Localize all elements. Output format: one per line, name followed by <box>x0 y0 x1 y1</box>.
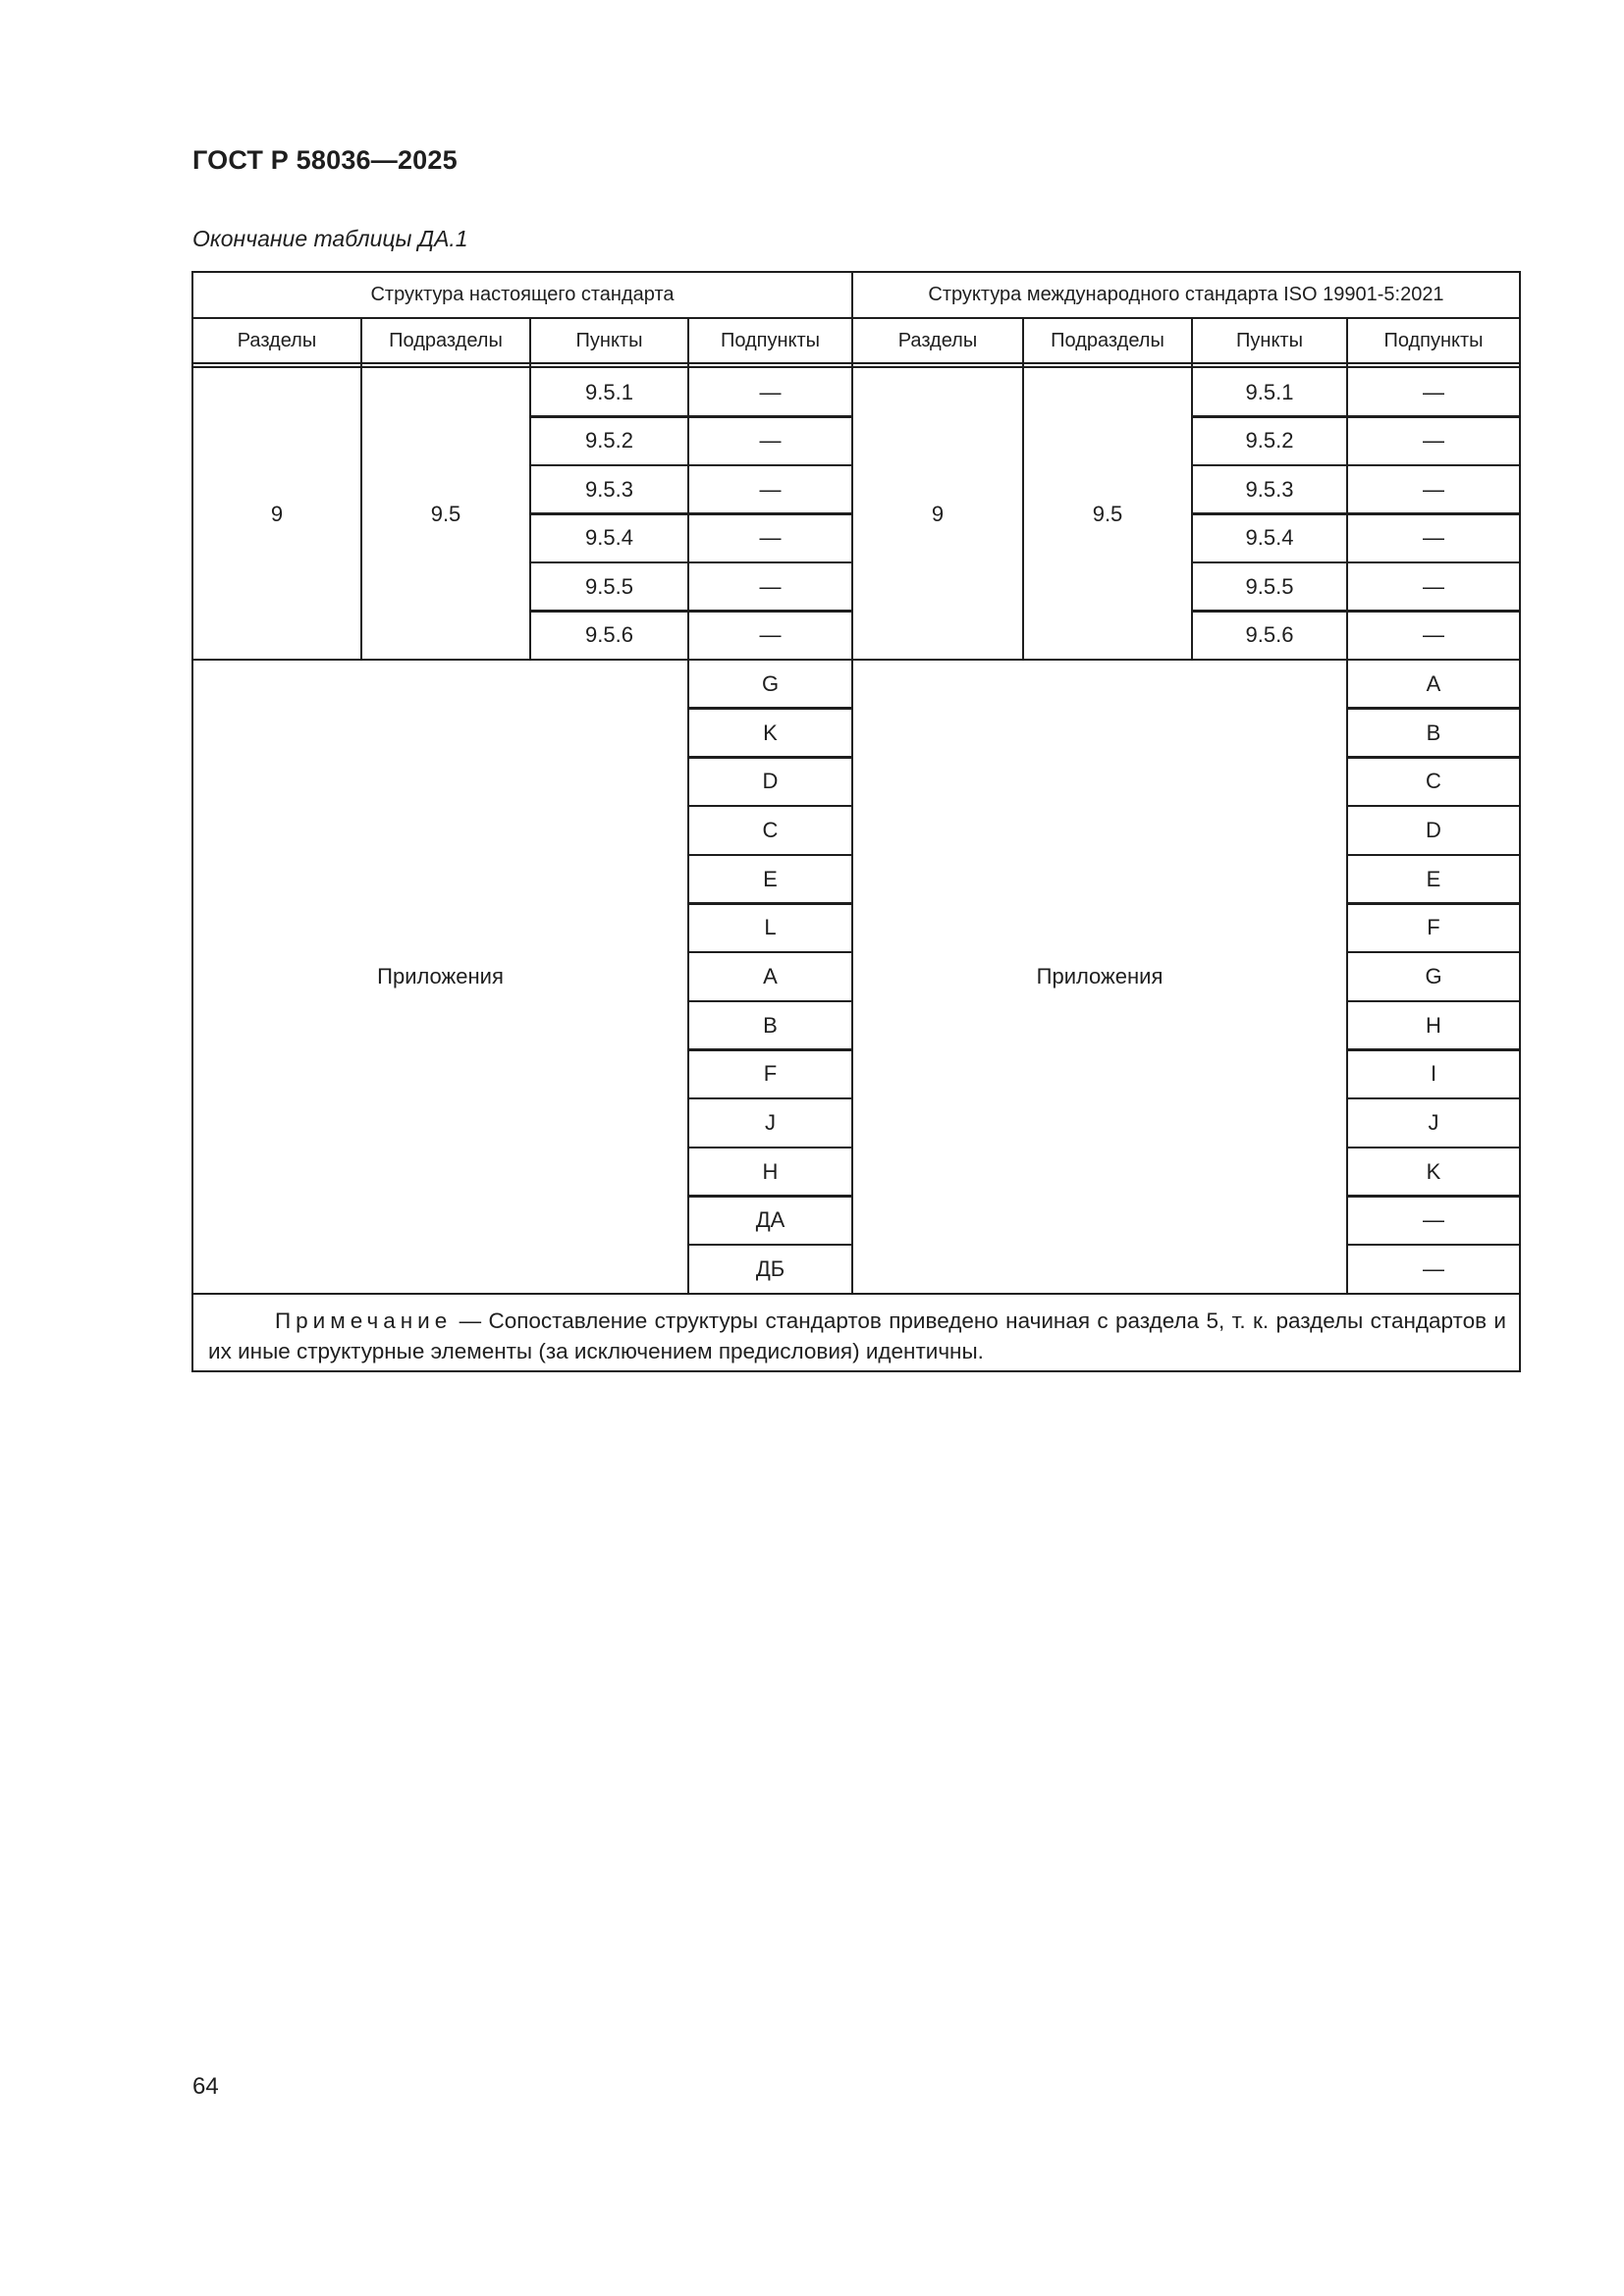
clause-cell <box>1192 417 1347 466</box>
group-header-international <box>852 272 1520 318</box>
table-rule <box>1346 951 1521 953</box>
table-rule <box>687 854 853 856</box>
table-rule <box>191 317 1521 319</box>
table-rule <box>191 271 194 1372</box>
clause-cell <box>530 562 688 612</box>
subclause-cell <box>688 514 852 563</box>
appendix-cell <box>1347 1098 1520 1148</box>
clause-cell-text: 9.5.2 <box>585 428 633 454</box>
subsection-cell-text: 9.5 <box>430 501 461 526</box>
appendix-cell-text: F <box>1427 915 1440 940</box>
subsection-cell-text: 9.5 <box>1092 501 1123 526</box>
clause-cell-text: 9.5.1 <box>585 379 633 404</box>
subsection-cell <box>361 368 530 660</box>
appendices-label <box>192 660 688 1294</box>
subclause-cell-text: — <box>759 428 782 454</box>
appendix-cell <box>1347 806 1520 855</box>
column-header-text: Подразделы <box>1051 330 1164 351</box>
table-rule <box>1346 1048 1521 1050</box>
table-rule <box>191 362 1521 364</box>
appendix-cell-text: H <box>1426 1012 1441 1038</box>
table-rule <box>529 561 853 563</box>
appendix-cell-text: J <box>765 1110 776 1136</box>
group-header-international-text: Структура международного стандарта ISO 19901-5:2021 <box>928 284 1444 305</box>
table-rule <box>1346 854 1521 856</box>
subclause-cell <box>688 612 852 661</box>
column-header-text: Разделы <box>237 330 317 351</box>
column-header-text: Подразделы <box>389 330 503 351</box>
appendix-cell-text: E <box>1426 866 1441 891</box>
appendix-cell <box>1347 1148 1520 1197</box>
subclause-cell-text: — <box>759 525 782 551</box>
appendix-cell <box>688 1148 852 1197</box>
table-rule <box>1191 561 1521 563</box>
subclause-cell <box>1347 417 1520 466</box>
clause-cell-text: 9.5.3 <box>585 476 633 502</box>
appendix-cell-text: I <box>1430 1061 1437 1087</box>
table-rule <box>1346 659 1348 1295</box>
clause-cell <box>1192 368 1347 417</box>
appendix-cell-text: A <box>763 963 778 988</box>
note-label: Примечание <box>275 1308 453 1333</box>
table-rule <box>687 1147 853 1148</box>
appendix-cell <box>688 1197 852 1246</box>
table-note <box>192 1294 1520 1371</box>
table-rule <box>1346 1097 1521 1099</box>
column-header <box>361 318 530 364</box>
column-header <box>1023 318 1192 364</box>
appendix-cell <box>688 757 852 806</box>
column-header-text: Пункты <box>575 330 643 351</box>
table-rule <box>1191 464 1521 466</box>
table-rule <box>1346 805 1521 807</box>
table-rule <box>1346 902 1521 904</box>
column-header-text: Подпункты <box>1383 330 1484 351</box>
appendix-cell <box>1347 757 1520 806</box>
table-rule <box>1346 1244 1521 1246</box>
appendix-cell-text: G <box>761 670 780 696</box>
clause-cell <box>530 417 688 466</box>
table-rule <box>529 512 853 514</box>
clause-cell <box>530 514 688 563</box>
subclause-cell <box>1347 612 1520 661</box>
table-rule <box>1191 610 1521 612</box>
appendix-cell <box>688 660 852 709</box>
table-rule <box>687 1195 853 1197</box>
clause-cell <box>1192 514 1347 563</box>
appendix-cell-text: B <box>763 1012 778 1038</box>
table-caption: Окончание таблицы ДА.1 <box>192 226 468 251</box>
subclause-cell-text: — <box>759 622 782 648</box>
table-rule <box>687 659 689 1295</box>
appendix-cell <box>1347 1001 1520 1050</box>
table-rule <box>191 271 1521 274</box>
column-header-text: Разделы <box>897 330 978 351</box>
appendix-cell <box>1347 952 1520 1001</box>
table-rule <box>687 756 853 758</box>
appendix-cell <box>1347 1050 1520 1099</box>
subclause-cell-text: — <box>1423 622 1444 648</box>
appendix-cell-text: — <box>1423 1207 1444 1233</box>
subclause-cell-text: — <box>759 379 782 404</box>
subclause-cell <box>1347 562 1520 612</box>
subclause-cell <box>688 368 852 417</box>
table-rule <box>1346 1000 1521 1002</box>
table-rule <box>360 317 362 661</box>
table-rule <box>1191 415 1521 417</box>
clause-cell <box>1192 612 1347 661</box>
appendix-cell <box>1347 660 1520 709</box>
clause-cell-text: 9.5.5 <box>585 573 633 599</box>
clause-cell <box>530 368 688 417</box>
appendix-cell-text: G <box>1425 963 1442 988</box>
document-title: ГОСТ Р 58036—2025 <box>192 145 458 175</box>
column-header <box>688 318 852 364</box>
table-rule <box>1346 707 1521 709</box>
appendix-cell <box>688 709 852 758</box>
appendix-cell <box>688 952 852 1001</box>
table-rule <box>687 902 853 904</box>
subclause-cell <box>688 465 852 514</box>
appendix-cell <box>1347 903 1520 952</box>
clause-cell-text: 9.5.1 <box>1245 379 1294 404</box>
appendix-cell-text: F <box>763 1061 778 1087</box>
appendix-cell-text: ДА <box>755 1207 785 1233</box>
clause-cell-text: 9.5.2 <box>1245 428 1294 454</box>
appendix-cell <box>688 1050 852 1099</box>
table-rule <box>1346 1195 1521 1197</box>
subclause-cell <box>1347 465 1520 514</box>
appendix-cell-text: E <box>763 866 778 891</box>
appendix-cell-text: A <box>1426 670 1441 696</box>
appendix-cell-text: L <box>764 915 777 940</box>
table-rule <box>851 271 854 1295</box>
appendix-cell-text: C <box>762 817 779 842</box>
subclause-cell-text: — <box>759 476 782 502</box>
appendix-cell <box>1347 1245 1520 1294</box>
clause-cell-text: 9.5.4 <box>585 525 633 551</box>
column-header <box>192 318 361 364</box>
table-rule <box>687 805 853 807</box>
subclause-cell <box>1347 368 1520 417</box>
section-cell-text: 9 <box>931 501 945 526</box>
appendices-label-text: Приложения <box>1036 964 1164 988</box>
subclause-cell-text: — <box>1423 573 1444 599</box>
clause-cell <box>530 465 688 514</box>
appendix-cell-text: D <box>762 769 779 794</box>
clause-cell <box>1192 562 1347 612</box>
appendix-cell <box>688 806 852 855</box>
subsection-cell <box>1023 368 1192 660</box>
appendix-cell-text: D <box>1426 817 1441 842</box>
appendix-cell <box>1347 1197 1520 1246</box>
page-number: 64 <box>192 2073 219 2100</box>
table-rule <box>1346 1147 1521 1148</box>
table-rule <box>529 610 853 612</box>
column-header <box>1347 318 1520 364</box>
table-rule <box>687 1048 853 1050</box>
table-rule <box>687 1097 853 1099</box>
appendices-label-text: Приложения <box>377 964 504 988</box>
clause-cell-text: 9.5.6 <box>585 622 633 648</box>
section-cell-text: 9 <box>270 501 284 526</box>
appendix-cell <box>688 1245 852 1294</box>
clause-cell-text: 9.5.4 <box>1245 525 1294 551</box>
appendix-cell-text: C <box>1426 769 1441 794</box>
appendix-cell <box>688 903 852 952</box>
appendix-cell <box>688 855 852 904</box>
appendix-cell-text: K <box>763 720 778 745</box>
appendix-cell <box>1347 709 1520 758</box>
column-header <box>530 318 688 364</box>
subclause-cell <box>1347 514 1520 563</box>
appendix-cell <box>688 1001 852 1050</box>
appendix-cell <box>1347 855 1520 904</box>
table-rule <box>687 707 853 709</box>
column-header-text: Пункты <box>1236 330 1303 351</box>
subclause-cell <box>688 562 852 612</box>
table-rule <box>1022 317 1024 661</box>
clause-cell-text: 9.5.3 <box>1245 476 1294 502</box>
table-rule <box>1519 271 1522 1372</box>
appendix-cell-text: B <box>1426 720 1441 745</box>
column-header <box>852 318 1023 364</box>
column-header <box>1192 318 1347 364</box>
clause-cell <box>1192 465 1347 514</box>
appendix-cell <box>688 1098 852 1148</box>
table-rule <box>529 464 853 466</box>
table-rule <box>687 951 853 953</box>
subclause-cell-text: — <box>1423 379 1444 404</box>
table-rule <box>687 1000 853 1002</box>
table-rule <box>191 659 1521 662</box>
table-rule <box>1346 756 1521 758</box>
subclause-cell <box>688 417 852 466</box>
appendix-cell-text: J <box>1428 1110 1439 1136</box>
clause-cell <box>530 612 688 661</box>
clause-cell-text: 9.5.5 <box>1245 573 1294 599</box>
section-cell <box>192 368 361 660</box>
subclause-cell-text: — <box>759 573 782 599</box>
appendix-cell-text: K <box>1426 1158 1441 1184</box>
appendices-label <box>852 660 1347 1294</box>
table-rule <box>191 366 1521 368</box>
table-rule <box>529 415 853 417</box>
note-text: — Сопоставление структуры стандартов приведено начиная с раздела 5, т. к. разделы стандартов и их иные структурные элементы (за исключением предисловия) идентичны. <box>208 1308 1506 1363</box>
group-header-national-text: Структура настоящего стандарта <box>370 284 675 305</box>
group-header-national <box>192 272 852 318</box>
column-header-text: Подпункты <box>720 330 821 351</box>
clause-cell-text: 9.5.6 <box>1245 622 1294 648</box>
table-rule <box>687 1244 853 1246</box>
appendix-cell-text: — <box>1423 1256 1444 1282</box>
table-rule <box>1191 512 1521 514</box>
subclause-cell-text: — <box>1423 428 1444 454</box>
appendix-cell-text: H <box>762 1158 779 1184</box>
appendix-cell-text: ДБ <box>755 1256 785 1282</box>
section-cell <box>852 368 1023 660</box>
subclause-cell-text: — <box>1423 525 1444 551</box>
subclause-cell-text: — <box>1423 476 1444 502</box>
